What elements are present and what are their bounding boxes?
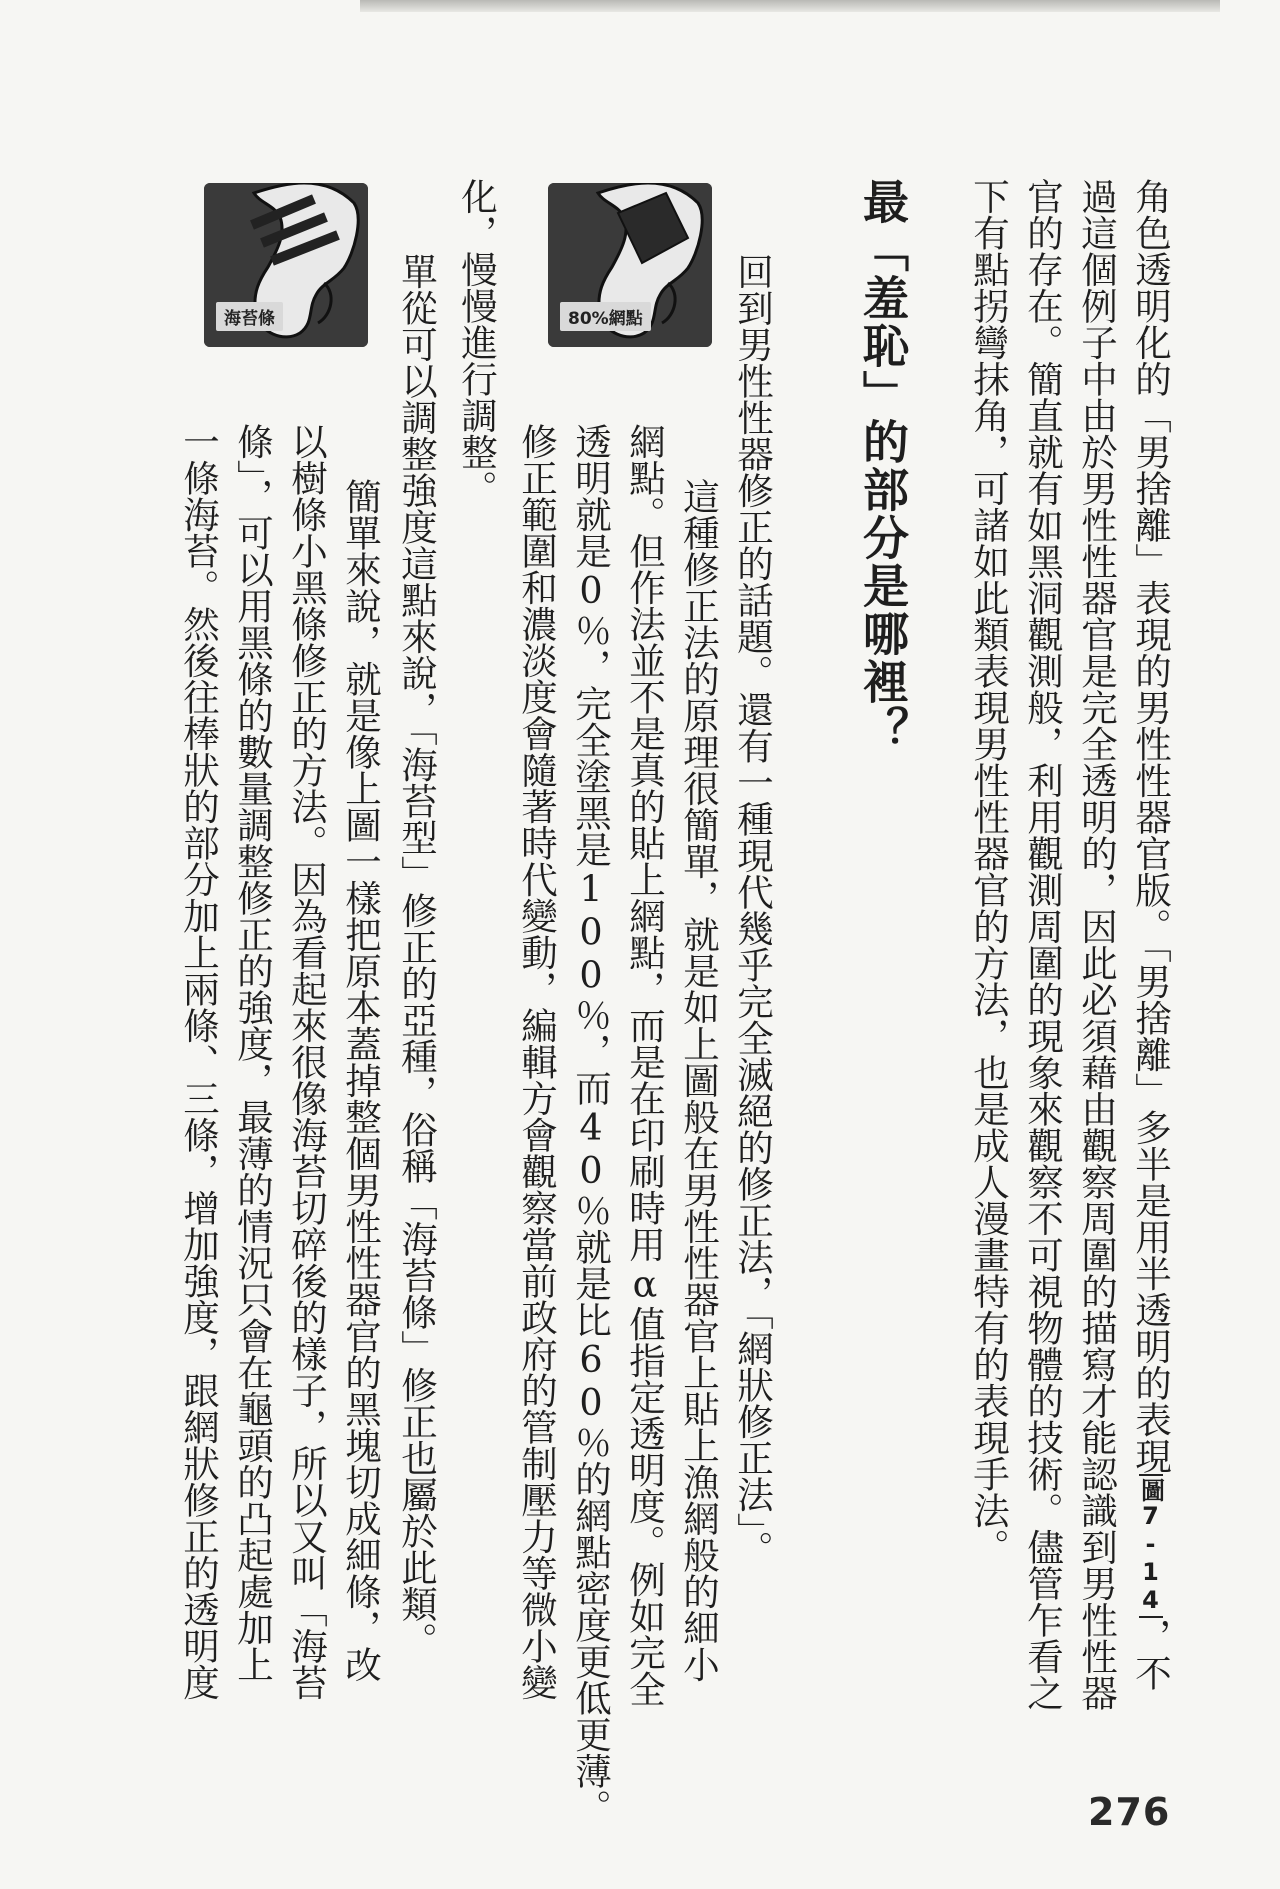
text-line: 下有點拐彎抹角，可諸如此類表現男性性器官的方法，也是成人漫畫特有的表現手法。 [967, 178, 1011, 1565]
figure-strip-thumbnail [204, 183, 368, 347]
figure-strip-label: 海苔條 [216, 302, 283, 331]
text-line: 官的存在。簡直就有如黑洞觀測般，利用觀測周圍的現象來觀察不可視物體的技術。儘管乍看之 [1021, 178, 1065, 1711]
text-line: 化，慢慢進行調整。 [455, 178, 499, 507]
text-line: 單從可以調整強度這點來說，「海苔型」修正的亞種，俗稱「海苔條」修正也屬於此類。 [395, 253, 439, 1659]
text-line: 以樹條小黑條修正的方法。因為看起來很像海苔切碎後的樣子，所以又叫「海苔 [285, 423, 329, 1701]
text-line-tail: ，不 [1129, 1617, 1173, 1691]
figure-net-label: 80%網點 [560, 302, 651, 331]
text-line: 透明就是0％，完全塗黑是100％，而40％就是比60％的網點密度更低更薄。 [569, 423, 613, 1826]
figure-reference: 圖7-14 [1139, 1474, 1163, 1618]
text-line: 回到男性性器修正的話題。還有一種現代幾乎完全滅絕的修正法，「網狀修正法」。 [731, 253, 775, 1567]
text-line: 修正範圍和濃淡度會隨著時代變動，編輯方會觀察當前政府的管制壓力等微小變 [515, 423, 559, 1701]
top-edge-shadow [360, 0, 1220, 12]
text-line-body: 角色透明化的「男捨離」表現的男性性器官版。「男捨離」多半是用半透明的表現 [1129, 178, 1173, 1474]
text-line: 簡單來說，就是像上圖一樣把原本蓋掉整個男性性器官的黑塊切成細條，改 [339, 478, 383, 1683]
text-line: 條」，可以用黑條的數量調整修正的強度，最薄的情況只會在龜頭的凸起處加上 [231, 423, 275, 1683]
text-line: 這種修正法的原理很簡單，就是如上圖般在男性性器官上貼上漁網般的細小 [677, 478, 721, 1683]
figure-net-thumbnail [548, 183, 712, 347]
section-heading: 最「羞恥」的部分是哪裡？ [856, 178, 910, 754]
text-line [1129, 178, 1173, 1691]
page-number: 276 [1088, 1790, 1171, 1834]
text-line: 一條海苔。然後往棒狀的部分加上兩條、三條，增加強度，跟網狀修正的透明度 [177, 423, 221, 1701]
text-line: 過這個例子中由於男性性器官是完全透明的，因此必須藉由觀察周圍的描寫才能認識到男性性器 [1075, 178, 1119, 1711]
text-line: 網點。但作法並不是真的貼上網點，而是在印刷時用α值指定透明度。例如完全 [623, 423, 667, 1707]
